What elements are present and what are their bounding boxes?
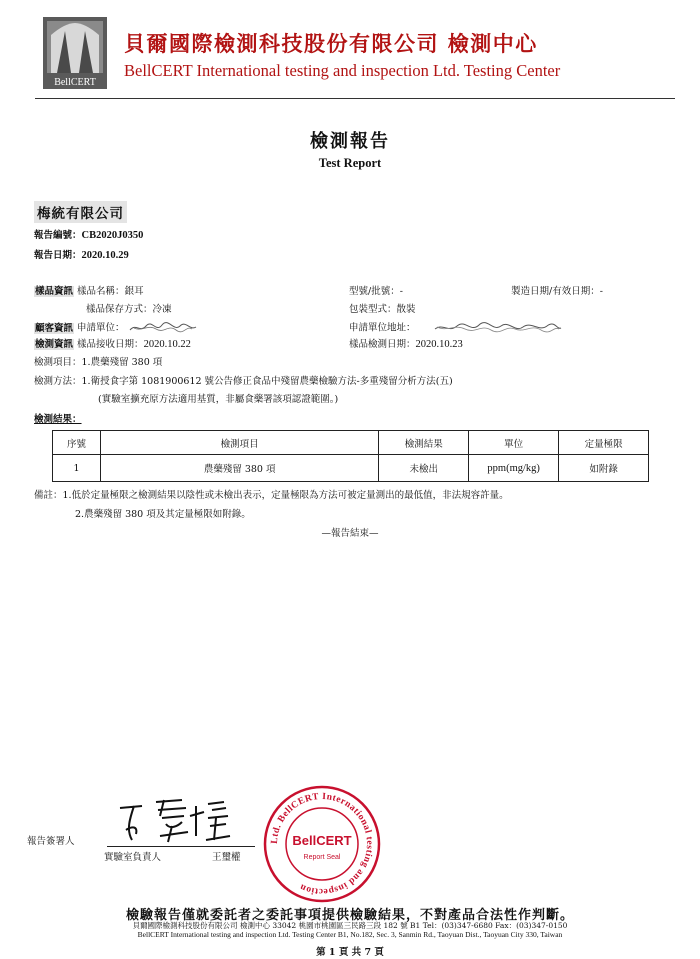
sample-model [349, 286, 403, 298]
redacted-scribble [433, 321, 563, 335]
cell-limit: 如附錄 [559, 455, 649, 482]
report-date-label: 報告日期： [34, 250, 82, 261]
results-label: 檢測結果： [34, 414, 82, 425]
report-end: —報告結束— [321, 528, 379, 539]
report-seal [263, 785, 381, 903]
handwritten-signature [112, 796, 232, 846]
test-items-label: 檢測項目： [34, 357, 82, 368]
col-header-unit: 單位 [469, 431, 559, 455]
header-company-cn: 貝爾國際檢測科技股份有限公司 檢測中心 [124, 31, 538, 56]
sample-section-tag: 樣品資訊 [35, 286, 74, 297]
signature-label: 報告簽署人 [27, 836, 75, 847]
cell-unit: ppm(mg/kg) [469, 455, 559, 482]
customer-address-label: 申請單位地址： [349, 322, 416, 334]
customer-unit-label: 申請單位： [77, 322, 125, 334]
signature-name: 王璽權 [212, 852, 241, 863]
test-items-row [34, 357, 162, 369]
sample-name-row [34, 286, 144, 298]
cell-item: 農藥殘留 380 項 [100, 455, 378, 482]
report-number-label: 報告編號： [34, 230, 82, 241]
sample-name-label: 樣品名稱： [77, 286, 125, 297]
signature-line [107, 846, 255, 847]
signature-role: 實驗室負責人 [104, 852, 162, 863]
test-received-value: 2020.10.22 [143, 339, 191, 350]
notes-line1-text: 1.低於定量極限之檢測結果以陰性或未檢出表示，定量極限為方法可被定量測出的最低值，非法規容許量。 [62, 490, 509, 501]
sample-package-label: 包裝型式： [349, 304, 397, 315]
test-received-label: 樣品接收日期： [77, 339, 144, 350]
col-header-no: 序號 [53, 431, 101, 455]
notes-line1 [34, 490, 509, 502]
sample-package-value: 散裝 [396, 304, 416, 315]
test-section-tag: 檢測資訊 [35, 339, 74, 350]
footer-address-cn: 貝爾國際檢測科技股份有限公司 檢測中心 33042 桃園市桃園區三民路三段 182 號 B1 Tel：(03)347-6680 Fax：(03)347-0150 [132, 921, 568, 930]
sample-storage [86, 304, 172, 316]
bellcert-logo [43, 17, 107, 89]
test-date-row [349, 339, 463, 351]
results-table [52, 430, 649, 482]
notes-label: 備註： [34, 490, 63, 501]
table-row [53, 455, 649, 482]
page-number: 第 1 頁 共 7 頁 [316, 947, 384, 958]
report-date-value: 2020.10.29 [81, 250, 129, 261]
cell-no: 1 [53, 455, 101, 482]
test-date-value: 2020.10.23 [415, 339, 463, 350]
report-title-en: Test Report [318, 156, 382, 170]
report-date [34, 250, 129, 262]
seal-sub: Report Seal [303, 854, 341, 861]
report-number-value: CB2020J0350 [81, 230, 144, 241]
header-company-en: BellCERT International testing and inspection Ltd. Testing Center [124, 61, 561, 80]
sample-model-label: 型號/批號： [349, 286, 400, 297]
report-title-cn: 檢測報告 [310, 131, 390, 152]
footer-address-en: BellCERT International testing and inspection Ltd. Testing Center B1, No.182, Sec. 3, Sanmin Rd., Taoyuan Dist., Taoyuan City 330, Taiwan [137, 930, 563, 939]
sample-model-value: - [399, 286, 403, 297]
test-method-label: 檢測方法： [34, 376, 82, 387]
sample-mfg-value: - [599, 286, 603, 297]
col-header-limit: 定量極限 [559, 431, 649, 455]
seal-ring-text: Ltd. BellCERT International testing and inspection [269, 791, 375, 897]
seal-brand: BellCERT [292, 833, 352, 848]
customer-unit-row [34, 321, 198, 335]
test-date-label: 樣品檢測日期： [349, 339, 416, 350]
sample-mfg [511, 286, 603, 298]
col-header-result: 檢測結果 [379, 431, 469, 455]
test-method-value: 1.衛授食字第 1081900612 號公告修正食品中殘留農藥檢驗方法-多重殘留分析方法(五) [81, 376, 453, 387]
sample-package [349, 304, 416, 316]
col-header-item: 檢測項目 [100, 431, 378, 455]
notes-line2: 2.農藥殘留 380 項及其定量極限如附錄。 [75, 509, 251, 520]
client-company: 梅統有限公司 [34, 201, 127, 223]
test-items-value: 1.農藥殘留 380 項 [81, 357, 163, 368]
test-method-row [34, 376, 453, 388]
logo-text: BellCERT [54, 77, 96, 88]
sample-name-value: 銀耳 [124, 286, 144, 297]
results-header-row [53, 431, 649, 455]
header-divider [35, 98, 675, 99]
customer-section-tag: 顧客資訊 [35, 322, 74, 334]
test-received-row [34, 339, 191, 351]
cell-result: 未檢出 [379, 455, 469, 482]
redacted-scribble [128, 321, 198, 335]
customer-address-row [349, 321, 563, 335]
footer-disclaimer: 檢驗報告僅就委託者之委託事項提供檢驗結果，不對產品合法性作判斷。 [125, 908, 574, 923]
report-number [34, 230, 143, 242]
sample-storage-label: 樣品保存方式： [86, 304, 153, 315]
sample-storage-value: 冷凍 [152, 304, 172, 315]
test-method-note: (實驗室擴充原方法適用基質，非屬食藥署該項認證範圍。) [98, 394, 339, 405]
sample-mfg-label: 製造日期/有效日期： [511, 286, 600, 297]
